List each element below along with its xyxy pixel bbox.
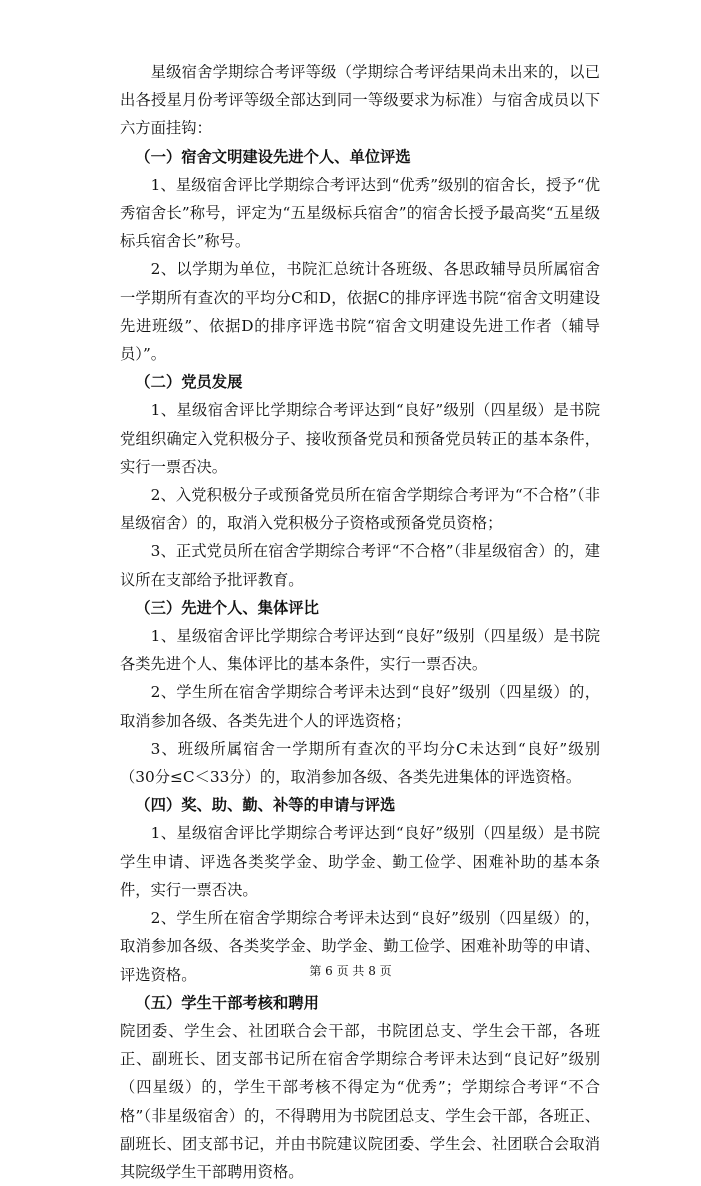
section-paragraph: 3、班级所属宿舍一学期所有查次的平均分C未达到“良好”级别（30分≤C＜33分）的，取消参加各级、各类先进集体的评选资格。 [120,739,600,787]
section-paragraph: 1、星级宿舍评比学期综合考评达到“良好”级别（四星级）是书院党组织确定入党积极分子、接收预备党员和预备党员转正的基本条件，实行一票否决。 [120,401,600,476]
section-paragraph: 1、星级宿舍评比学期综合考评达到“优秀”级别的宿舍长，授予“优秀宿舍长”称号，评定为“五星级标兵宿舍”的宿舍长授予最高奖“五星级标兵宿舍长”称号。 [120,175,600,251]
section-paragraph: 2、学生所在宿舍学期综合考评未达到“良好”级别（四星级）的，取消参加各级、各类奖学金、助学金、勤工俭学、困难补助等的申请、评选资格。 [120,909,600,984]
section-paragraph: 院团委、学生会、社团联合会干部，书院团总支、学生会干部，各班正、副班长、团支部书记所在宿舍学期综合考评未达到“良记好”级别（四星级）的，学生干部考核不得定为“优秀”；学期综合考评“不合格”（非星级宿舍）的，不得聘用为书院团总支、学生会干部，各班正、副班长、团支部书记，并由书院建议院团委、学生会、社团联合会取消其院级学生干部聘用资格。 [120,1021,600,1181]
section-heading: （三）先进个人、集体评比 [135,598,319,617]
section-paragraph: 1、星级宿舍评比学期综合考评达到“良好”级别（四星级）是书院各类先进个人、集体评比的基本条件，实行一票否决。 [120,627,600,674]
section-paragraph: 2、以学期为单位，书院汇总统计各班级、各思政辅导员所属宿舍一学期所有查次的平均分C和D，依据C的排序评选书院“宿舍文明建设先进班级”、依据D的排序评选书院“宿舍文明建设先进工作者（辅导员）”。 [120,260,600,364]
section-heading: （一）宿舍文明建设先进个人、单位评选 [135,147,411,166]
section-heading: （四）奖、助、勤、补等的申请与评选 [135,796,396,815]
section-paragraph: 3、正式党员所在宿舍学期综合考评“不合格”（非星级宿舍）的，建议所在支部给予批评教育。 [120,542,600,589]
section-paragraph: 1、星级宿舍评比学期综合考评达到“良好”级别（四星级）是书院学生申请、评选各类奖学金、助学金、勤工俭学、困难补助的基本条件，实行一票否决。 [120,824,600,899]
section-paragraph: 2、入党积极分子或预备党员所在宿舍学期综合考评为“不合格”（非星级宿舍）的，取消入党积极分子资格或预备党员资格； [120,486,600,533]
section-heading: （五）学生干部考核和聘用 [135,993,319,1012]
page-number-footer: 第 6 页 共 8 页 [309,964,392,978]
intro-paragraph: 星级宿舍学期综合考评等级（学期综合考评结果尚未出来的，以已出各授星月份考评等级全部达到同一等级要求为标准）与宿舍成员以下六方面挂钩： [120,63,600,138]
section-heading: （二）党员发展 [135,373,243,392]
section-paragraph: 2、学生所在宿舍学期综合考评未达到“良好”级别（四星级）的，取消参加各级、各类先进个人的评选资格； [120,683,600,730]
